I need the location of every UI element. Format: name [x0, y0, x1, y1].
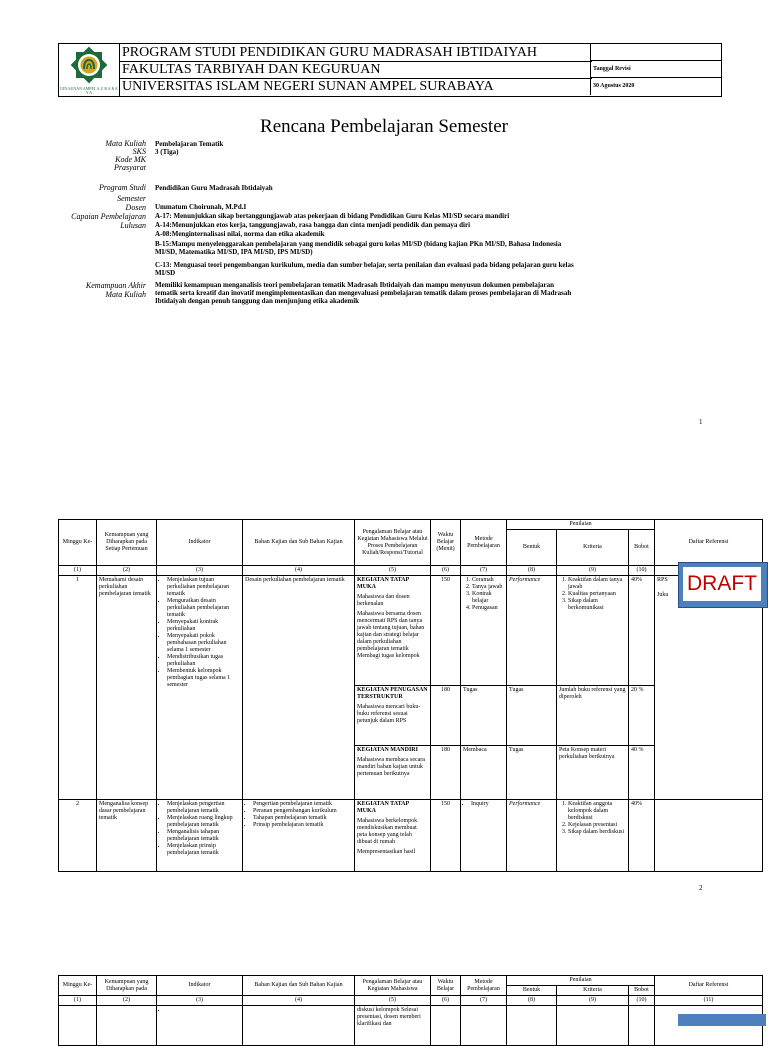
week-number: 2 [59, 800, 97, 872]
metode-cell [461, 576, 507, 686]
header-minggu: Minggu Ke- [59, 520, 97, 566]
table-row [59, 576, 763, 686]
activity-text: Mahasiswa mencari buku-buku referensi sesuai petunjuk dalam RPS [357, 704, 421, 724]
list-item: 3. Sikap dalam berkomunikasi [568, 598, 626, 612]
col-number: (3) [157, 996, 243, 1006]
header-minggu: Minggu Ke- [59, 976, 97, 996]
col-number: (5) [355, 996, 431, 1006]
page-number-2: 2 [699, 884, 703, 892]
kemampuan-cell: Menganalisa konsep dasar pembelajaran tematik [97, 800, 157, 872]
capaian-label-2: Lulusan [120, 221, 146, 230]
metode-cell: Membaca [461, 746, 507, 800]
list-item: 2. Kualitas pertanyaan [568, 591, 626, 598]
col-number: (11) [655, 996, 763, 1006]
pengalaman-cell: diskusi kelompok Selesai presentasi, dosen memberi klarifikasi dan [355, 1006, 431, 1046]
bentuk-cell: Performance [507, 800, 557, 872]
rps-table-continued [58, 975, 763, 1046]
kriteria-cell [557, 1006, 629, 1046]
indikator-cell [157, 576, 243, 800]
bobot-cell: 40% [629, 800, 655, 872]
activity-title: KEGIATAN PENUGASAN TERSTRUKTUR [357, 687, 428, 700]
col-number: (8) [507, 566, 557, 576]
col-number: (4) [243, 996, 355, 1006]
col-number: (6) [431, 566, 461, 576]
list-item: • Prinsip pembelajaran tematik [253, 822, 352, 829]
kode-mk-label: Kode MK [115, 155, 146, 164]
metode-cell [461, 800, 507, 872]
list-item: • Menjelaskan pengertian pembelajaran tematik [167, 801, 240, 815]
header-bobot: Bobot [629, 986, 655, 996]
referensi-cell [655, 576, 763, 800]
document-title: Rencana Pembelajaran Semester [260, 116, 508, 137]
col-number: (2) [97, 566, 157, 576]
activity-text: Mahasiswa berkelompok mendiskusikan membuat peta konsep yang telah dibuat di rumah [357, 818, 418, 845]
prasyarat-label: Prasyarat [114, 163, 146, 172]
reference-text: Juku [657, 592, 669, 598]
activity-text: Mempresentasikan hasil [357, 849, 416, 855]
capaian-label-1: Capaian Pembelajaran [71, 212, 146, 221]
waktu-cell: 180 [431, 746, 461, 800]
bentuk-cell [507, 1006, 557, 1046]
kriteria-cell: Peta Konsep materi perkuliahan berikutnya [557, 746, 629, 800]
faculty-title: FAKULTAS TARBIYAH DAN KEGURUAN [120, 61, 592, 79]
kriteria-cell [557, 576, 629, 686]
col-number: (2) [97, 996, 157, 1006]
header-referensi: Daftar Referensi [655, 976, 763, 996]
bentuk-cell: Tugas [507, 746, 557, 800]
col-number: (8) [507, 996, 557, 1006]
kemampuan-cell [97, 1006, 157, 1046]
activity-text: Membagi tugas kelompok [357, 653, 420, 659]
kemampuan-akhir-label-2: Mata Kuliah [105, 290, 146, 299]
dosen-label: Dosen [125, 203, 146, 212]
draft-stamp-partial [678, 1014, 766, 1026]
col-number: (4) [243, 566, 355, 576]
list-item: 3. Kontrak belajar [472, 591, 504, 605]
header-bahan: Bahan Kajian dan Sub Bahan Kajian [243, 976, 355, 996]
header-indikator: Indikator [157, 976, 243, 996]
list-item: 3. Sikap dalam berdiskusi [568, 829, 626, 836]
indikator-cell [157, 800, 243, 872]
list-item: • Tahapan pembelajaran tematik [253, 815, 352, 822]
list-item: • Menguraikan desain perkuliahan pembelajaran tematik [167, 598, 240, 619]
bentuk-cell: Tugas [507, 686, 557, 746]
table-row [59, 1006, 763, 1046]
header-penilaian: Penilaian [507, 520, 655, 530]
header-indikator: Indikator [157, 520, 243, 566]
col-number: (10) [629, 566, 655, 576]
activity-title: KEGIATAN MANDIRI [357, 747, 418, 753]
bahan-cell [243, 800, 355, 872]
header-penilaian: Penilaian [507, 976, 655, 986]
header-metode: Metode Pembelajaran [461, 976, 507, 996]
header-bentuk: Bentuk [507, 530, 557, 566]
list-item: 1. Keaktifan dalam tanya jawab [568, 577, 626, 591]
rps-table [58, 519, 763, 872]
header-metode: Metode Pembelajaran [461, 520, 507, 566]
sks-label: SKS [132, 147, 146, 156]
bahan-cell [243, 1006, 355, 1046]
col-number: (7) [461, 996, 507, 1006]
header-kriteria: Kriteria [557, 986, 629, 996]
waktu-cell: 180 [431, 686, 461, 746]
list-item: • Peranan pengembangan kurikulum [253, 808, 352, 815]
col-number: (5) [355, 566, 431, 576]
metode-cell [461, 1006, 507, 1046]
list-item: • Menjelaskan ruang lingkup pembelajaran tematik [167, 815, 240, 829]
cpl-a14: A-14:Menunjukkan etos kerja, tanggungjawab, rasa bangga dan cinta menjadi pendidik dan pemaya diri [155, 221, 471, 229]
referensi-cell [655, 800, 763, 872]
page-number-1: 1 [699, 418, 703, 426]
list-item [167, 1007, 240, 1014]
list-item: • Inquiry [471, 801, 504, 808]
col-number: (1) [59, 996, 97, 1006]
list-item: • Menjelaskan prinsip pembelajaran tematik [167, 843, 240, 857]
cpl-b15: B-15:Mampu menyelenggarakan pembelajaran yang mendidik sebagai guru kelas MI/SD (bidang kajian PKn MI/SD, Bahasa Indonesia MI/SD, Matematika MI/SD, IPA MI/SD, IPS MI/SD) [155, 240, 562, 256]
list-item: • Menjelaskan tujuan perkuliahan pembelajaran tematik [167, 577, 240, 598]
activity-text: Mahasiswa bersama dosen mencermati RPS dan tanya jawab tentang tujuan, bahan kajian dan strategi belajar dalam perkuliahan pembelajaran tematik [357, 611, 425, 652]
semester-label: Semester [117, 194, 146, 203]
document-header [58, 43, 722, 97]
cpl-a17: A-17: Menunjukkan sikap bertanggungjawab atas pekerjaan di bidang Pendidikan Guru Kelas MI/SD secara mandiri [155, 212, 510, 220]
revision-blank-cell [590, 44, 721, 61]
pengalaman-cell [355, 746, 431, 800]
header-bobot: Bobot [629, 530, 655, 566]
reference-text: RPS [657, 577, 668, 583]
waktu-cell [431, 1006, 461, 1046]
kriteria-cell: Jumlah buku referensi yang diperoleh [557, 686, 629, 746]
kriteria-cell [557, 800, 629, 872]
program-studi-value: Pendidikan Guru Madrasah Ibtidaiyah [155, 184, 273, 192]
header-bahan: Bahan Kajian dan Sub Bahan Kajian [243, 520, 355, 566]
list-item: 1. Ceramah [472, 577, 504, 584]
list-item: • Membentuk kelompok pembagian tugas selama 1 semester [167, 668, 240, 689]
col-number: (9) [557, 996, 629, 1006]
university-logo [59, 44, 120, 96]
metode-cell: Tugas [461, 686, 507, 746]
mata-kuliah-label: Mata Kuliah [105, 139, 146, 148]
col-number: (9) [557, 566, 629, 576]
activity-title: KEGIATAN TATAP MUKA [357, 801, 409, 814]
list-item: 2. Kejelasan presentasi [568, 822, 626, 829]
waktu-cell: 150 [431, 800, 461, 872]
list-item: 1. Keaktifan anggota kelompok dalam berdiskusi [568, 801, 626, 822]
list-item: 2. Tanya jawab [472, 584, 504, 591]
header-referensi: Daftar Referensi [655, 520, 763, 566]
list-item: • Menyepakati kontrak perkuliahan [167, 619, 240, 633]
kemampuan-akhir-value: Memiliki kemampuan menganalisis teori pembelajaran tematik Madrasah Ibtidaiyah dan mampu menyusun dokumen pembelajaran tematik serta kreatif dan inovatif mengimplementasikan dan mengevaluasi pembelajaran tematik dalam proses pembelajaran di Madrasah Ibtidaiyah dengan penuh tanggung dan menjunjung etika akademik [155, 281, 572, 305]
col-number: (10) [629, 996, 655, 1006]
pengalaman-cell [355, 800, 431, 872]
col-number: (6) [431, 996, 461, 1006]
list-item: • Menyepakati pokok pembahasan perkuliahan selama 1 semester [167, 633, 240, 654]
university-title: UNIVERSITAS ISLAM NEGERI SUNAN AMPEL SURABAYA [122, 79, 494, 94]
bobot-cell [629, 1006, 655, 1046]
table-row [59, 800, 763, 872]
bobot-cell: 40 % [629, 746, 655, 800]
list-item: • Mendistribusikan tugas perkuliahan [167, 654, 240, 668]
bentuk-cell: Performance [507, 576, 557, 686]
col-number: (3) [157, 566, 243, 576]
bahan-cell: Desain perkuliahan pembelajaran tematik [243, 576, 355, 800]
program-studi-label: Program Studi [98, 183, 146, 192]
kemampuan-akhir-label-1: Kemampuan Akhir [85, 281, 146, 290]
sks-value: 3 (Tiga) [155, 148, 179, 156]
draft-label: DRAFT [683, 567, 761, 601]
indikator-cell [157, 1006, 243, 1046]
header-kriteria: Kriteria [557, 530, 629, 566]
kemampuan-cell: Memahami desain perkuliahan pembelajaran tematik [97, 576, 157, 800]
header-kemampuan: Kemampuan yang Diharapkan pada [97, 976, 157, 996]
header-waktu: Waktu Belajar [431, 976, 461, 996]
list-item: 4. Penugasan [472, 605, 504, 612]
activity-text: Mahasiswa membaca secara mandiri bahan kajian untuk pertemuan berikutnya [357, 757, 425, 777]
week-number [59, 1006, 97, 1046]
program-title: PROGRAM STUDI PENDIDIKAN GURU MADRASAH IBTIDAIYAH [120, 44, 592, 62]
list-item: • Menganalisis tahapan pembelajaran tematik [167, 829, 240, 843]
header-bentuk: Bentuk [507, 986, 557, 996]
col-number: (7) [461, 566, 507, 576]
week-number: 1 [59, 576, 97, 800]
waktu-cell: 150 [431, 576, 461, 686]
header-pengalaman: Pengalaman Belajar atau Kegiatan Mahasiswa [355, 976, 431, 996]
dosen-value: Ummatum Choirunah, M.Pd.I [155, 203, 247, 211]
header-kemampuan: Kemampuan yang Diharapkan pada Setiap Pertemuan [97, 520, 157, 566]
pengalaman-cell [355, 686, 431, 746]
logo-caption: UIN SUNAN AMPEL S U R A B A Y A [60, 86, 118, 95]
bobot-cell: 20 % [629, 686, 655, 746]
cpl-a08: A-08:Menginternalisasi nilai, norma dan etika akademik [155, 230, 325, 238]
col-number: (1) [59, 566, 97, 576]
activity-title: KEGIATAN TATAP MUKA [357, 577, 409, 590]
cpl-c13: C-13: Menguasai teori pengembangan kurikulum, media dan sumber belajar, serta penilaian dan evaluasi pada bidang pelajaran guru kelas MI/SD [155, 261, 574, 277]
revision-label: Tanggal Revisi [590, 61, 721, 78]
pengalaman-cell [355, 576, 431, 686]
mata-kuliah-value: Pembelajaran Tematik [155, 140, 224, 148]
activity-text: Mahasiswa dan dosen berkenalan [357, 594, 410, 607]
header-pengalaman: Pengalaman Belajar atau Kegiatan Mahasiswa Melalui Proses Pembelajaran Kuliah/Responsi/Tutorial [355, 520, 431, 566]
revision-date: 30 Agustus 2020 [590, 78, 721, 95]
draft-stamp [678, 562, 768, 608]
header-waktu: Waktu Belajar (Menit) [431, 520, 461, 566]
bobot-cell: 40% [629, 576, 655, 686]
list-item: • Pengertian pembelajaran tematik [253, 801, 352, 808]
